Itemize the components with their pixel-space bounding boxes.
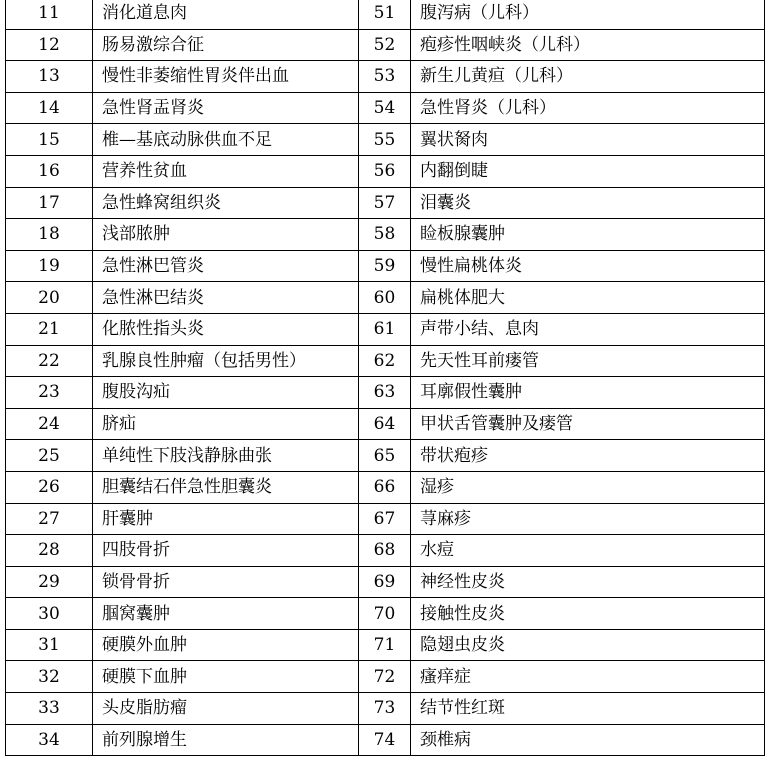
right-number-cell: 61: [359, 313, 411, 345]
table-row: [6, 282, 765, 314]
table-row: [6, 219, 765, 251]
left-disease-name-cell: 硬膜下血肿: [93, 661, 359, 693]
table-row: [6, 408, 765, 440]
table-row: [6, 250, 765, 282]
left-disease-name-cell: 营养性贫血: [93, 155, 359, 187]
left-number-cell: 23: [6, 377, 93, 409]
left-disease-name-cell: 椎—基底动脉供血不足: [93, 124, 359, 156]
right-number-cell: 53: [359, 61, 411, 93]
right-number-cell: 74: [359, 724, 411, 756]
left-disease-name-cell: 急性肾盂肾炎: [93, 92, 359, 124]
right-disease-name-cell: 带状疱疹: [411, 440, 765, 472]
right-number-cell: 51: [359, 0, 411, 29]
table-row: [6, 629, 765, 661]
left-disease-name-cell: 前列腺增生: [93, 724, 359, 756]
right-disease-name-cell: 泪囊炎: [411, 187, 765, 219]
right-disease-name-cell: 荨麻疹: [411, 503, 765, 535]
table-row: [6, 598, 765, 630]
right-disease-name-cell: 湿疹: [411, 471, 765, 503]
right-disease-name-cell: 甲状舌管囊肿及瘘管: [411, 408, 765, 440]
table-row: [6, 29, 765, 61]
right-number-cell: 69: [359, 566, 411, 598]
left-number-cell: 28: [6, 535, 93, 567]
left-number-cell: 16: [6, 155, 93, 187]
table-row: [6, 155, 765, 187]
left-disease-name-cell: 单纯性下肢浅静脉曲张: [93, 440, 359, 472]
right-disease-name-cell: 神经性皮炎: [411, 566, 765, 598]
table-row: [6, 92, 765, 124]
right-disease-name-cell: 睑板腺囊肿: [411, 219, 765, 251]
table-row: [6, 345, 765, 377]
right-disease-name-cell: 瘙痒症: [411, 661, 765, 693]
right-number-cell: 70: [359, 598, 411, 630]
right-number-cell: 56: [359, 155, 411, 187]
right-number-cell: 58: [359, 219, 411, 251]
table-row: [6, 693, 765, 725]
right-disease-name-cell: 先天性耳前瘘管: [411, 345, 765, 377]
right-number-cell: 71: [359, 629, 411, 661]
right-disease-name-cell: 声带小结、息肉: [411, 313, 765, 345]
left-number-cell: 22: [6, 345, 93, 377]
right-disease-name-cell: 颈椎病: [411, 724, 765, 756]
table-row: [6, 187, 765, 219]
right-disease-name-cell: 急性肾炎（儿科）: [411, 92, 765, 124]
left-number-cell: 24: [6, 408, 93, 440]
left-number-cell: 15: [6, 124, 93, 156]
left-number-cell: 25: [6, 440, 93, 472]
left-disease-name-cell: 脐疝: [93, 408, 359, 440]
left-disease-name-cell: 硬膜外血肿: [93, 629, 359, 661]
right-disease-name-cell: 水痘: [411, 535, 765, 567]
left-number-cell: 11: [6, 0, 93, 29]
table-row: [6, 313, 765, 345]
left-number-cell: 31: [6, 629, 93, 661]
left-number-cell: 21: [6, 313, 93, 345]
right-number-cell: 72: [359, 661, 411, 693]
right-disease-name-cell: 疱疹性咽峡炎（儿科）: [411, 29, 765, 61]
left-number-cell: 17: [6, 187, 93, 219]
left-number-cell: 34: [6, 724, 93, 756]
right-number-cell: 68: [359, 535, 411, 567]
left-number-cell: 20: [6, 282, 93, 314]
left-number-cell: 19: [6, 250, 93, 282]
left-disease-name-cell: 慢性非萎缩性胃炎伴出血: [93, 61, 359, 93]
table-row: [6, 724, 765, 756]
left-disease-name-cell: 乳腺良性肿瘤（包括男性）: [93, 345, 359, 377]
table-row: [6, 0, 765, 29]
right-disease-name-cell: 隐翅虫皮炎: [411, 629, 765, 661]
table-row: [6, 61, 765, 93]
left-disease-name-cell: 胆囊结石伴急性胆囊炎: [93, 471, 359, 503]
right-number-cell: 62: [359, 345, 411, 377]
left-number-cell: 32: [6, 661, 93, 693]
right-number-cell: 59: [359, 250, 411, 282]
disease-list-table: [5, 0, 765, 756]
left-disease-name-cell: 急性淋巴管炎: [93, 250, 359, 282]
right-disease-name-cell: 慢性扁桃体炎: [411, 250, 765, 282]
right-number-cell: 54: [359, 92, 411, 124]
left-disease-name-cell: 四肢骨折: [93, 535, 359, 567]
left-number-cell: 18: [6, 219, 93, 251]
right-number-cell: 65: [359, 440, 411, 472]
left-number-cell: 12: [6, 29, 93, 61]
left-disease-name-cell: 腘窝囊肿: [93, 598, 359, 630]
right-disease-name-cell: 翼状胬肉: [411, 124, 765, 156]
right-disease-name-cell: 腹泻病（儿科）: [411, 0, 765, 29]
right-disease-name-cell: 新生儿黄疸（儿科）: [411, 61, 765, 93]
right-disease-name-cell: 接触性皮炎: [411, 598, 765, 630]
left-disease-name-cell: 化脓性指头炎: [93, 313, 359, 345]
table-row: [6, 566, 765, 598]
right-disease-name-cell: 扁桃体肥大: [411, 282, 765, 314]
left-number-cell: 27: [6, 503, 93, 535]
table-body: [6, 0, 765, 756]
left-disease-name-cell: 头皮脂肪瘤: [93, 693, 359, 725]
right-disease-name-cell: 结节性红斑: [411, 693, 765, 725]
left-number-cell: 29: [6, 566, 93, 598]
left-number-cell: 30: [6, 598, 93, 630]
table-row: [6, 440, 765, 472]
right-number-cell: 52: [359, 29, 411, 61]
right-number-cell: 66: [359, 471, 411, 503]
right-number-cell: 73: [359, 693, 411, 725]
right-number-cell: 64: [359, 408, 411, 440]
left-disease-name-cell: 急性蜂窝组织炎: [93, 187, 359, 219]
left-number-cell: 33: [6, 693, 93, 725]
right-disease-name-cell: 内翻倒睫: [411, 155, 765, 187]
right-number-cell: 60: [359, 282, 411, 314]
right-number-cell: 57: [359, 187, 411, 219]
left-disease-name-cell: 肝囊肿: [93, 503, 359, 535]
left-number-cell: 14: [6, 92, 93, 124]
table-row: [6, 503, 765, 535]
left-disease-name-cell: 肠易激综合征: [93, 29, 359, 61]
table-row: [6, 535, 765, 567]
left-disease-name-cell: 急性淋巴结炎: [93, 282, 359, 314]
left-disease-name-cell: 腹股沟疝: [93, 377, 359, 409]
table-row: [6, 661, 765, 693]
left-number-cell: 13: [6, 61, 93, 93]
right-number-cell: 67: [359, 503, 411, 535]
left-disease-name-cell: 浅部脓肿: [93, 219, 359, 251]
table-row: [6, 124, 765, 156]
table-row: [6, 377, 765, 409]
left-number-cell: 26: [6, 471, 93, 503]
right-number-cell: 63: [359, 377, 411, 409]
left-disease-name-cell: 消化道息肉: [93, 0, 359, 29]
right-disease-name-cell: 耳廓假性囊肿: [411, 377, 765, 409]
table-row: [6, 471, 765, 503]
left-disease-name-cell: 锁骨骨折: [93, 566, 359, 598]
right-number-cell: 55: [359, 124, 411, 156]
